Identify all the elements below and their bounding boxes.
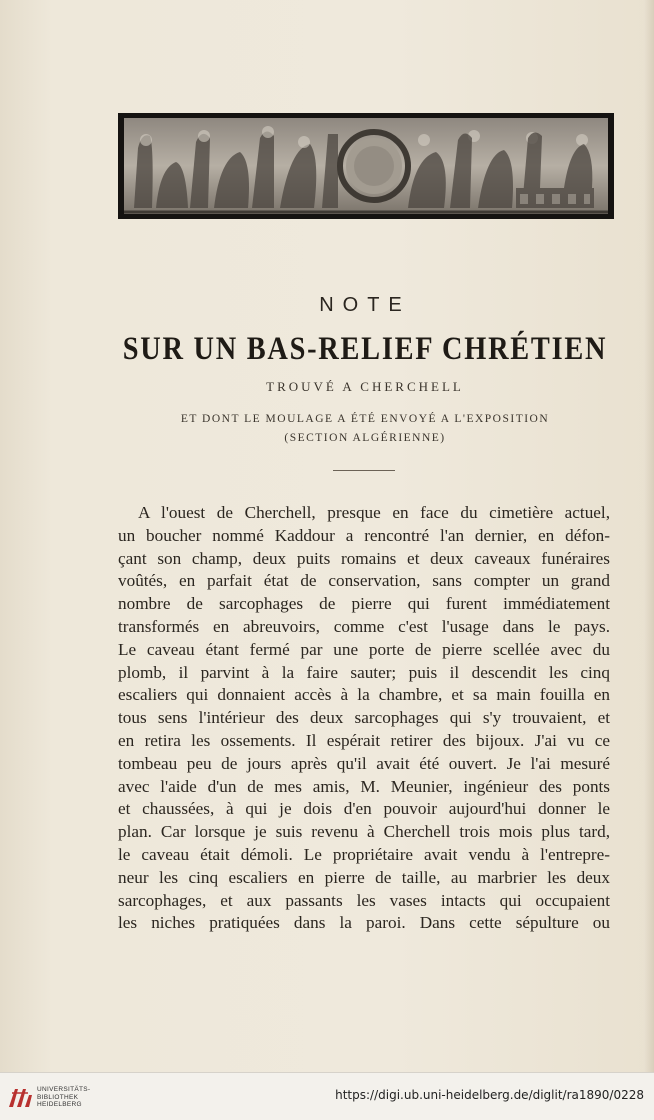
body-line: çant son champ, deux puits romains et deux caveaux funéraires [118,548,610,568]
page-edge-shadow [644,0,654,1072]
library-name-line: UNIVERSITÄTS- [37,1086,91,1093]
body-paragraph [118,502,610,935]
body-line: un boucher nommé Kaddour a rencontré l'an dernier, en défon- [118,525,610,545]
body-line: sarcophages, et aux passants les vases intacts qui occupaient [118,890,610,910]
body-line: avec l'aide d'un de mes amis, M. Meunier, ingénieur des ponts [118,776,610,796]
permalink-url[interactable]: https://digi.ub.uni-heidelberg.de/diglit/ra1890/0228 [335,1088,644,1102]
article-subtitle-line3: (SECTION ALGÉRIENNE) [284,432,446,444]
section-divider [333,470,395,471]
body-line: neur les cinq escaliers en pierre de taille, au marbrier les deux [118,867,610,887]
article-subtitle: TROUVÉ A CHERCHELL [266,379,464,394]
body-line: escaliers qui donnaient accès à la chambre, et sa main fouilla en [118,685,610,705]
body-line: tombeau peu de jours après qu'il avait été ouvert. Je l'ai mesuré [118,753,610,773]
library-name [37,1086,90,1109]
body-line: tous sens l'intérieur des deux sarcophages qui s'y trouvaient, et [118,708,610,728]
body-line: plan. Car lorsque je suis revenu à Cherchell trois mois plus tard, [118,822,610,842]
article-subtitle-line2: ET DONT LE MOULAGE A ÉTÉ ENVOYÉ A L'EXPOSITION [180,413,550,425]
body-line: nombre de sarcophages de pierre qui furent immédiatement [118,594,610,614]
heading-note: NOTE [319,294,411,316]
library-name-line: HEIDELBERG [37,1101,82,1108]
heidelberg-library-logo-icon[interactable] [6,1083,34,1111]
body-line: transformés en abreuvoirs, comme c'est l'usage dans le pays. [118,616,610,636]
article-title: SUR UN BAS-RELIEF CHRÉTIEN [122,331,608,367]
body-line: et chaussées, à qui je dois d'en pouvoir aujourd'hui donner le [118,799,610,819]
bas-relief-illustration [118,113,614,219]
body-line: Le caveau étant fermé par une porte de pierre scellée avec du [118,639,610,659]
body-line: voûtés, en parfait état de conservation, sans compter un grand [118,571,610,591]
body-line: plomb, il parvint à la faire sauter; puis il descendit les cinq [118,662,610,682]
bas-relief-image [124,118,608,214]
body-line: les niches pratiquées dans la paroi. Dans cette sépulture ou [118,913,610,933]
viewer-footer [0,1072,654,1120]
body-line: le caveau était démoli. Le propriétaire avait vendu à l'entrepre- [118,844,610,864]
body-line: en retira les ossements. Il espérait retirer des bijoux. J'ai vu ce [118,730,610,750]
body-line: A l'ouest de Cherchell, presque en face du cimetière actuel, [138,503,610,522]
library-name-line: BIBLIOTHEK [37,1093,79,1101]
